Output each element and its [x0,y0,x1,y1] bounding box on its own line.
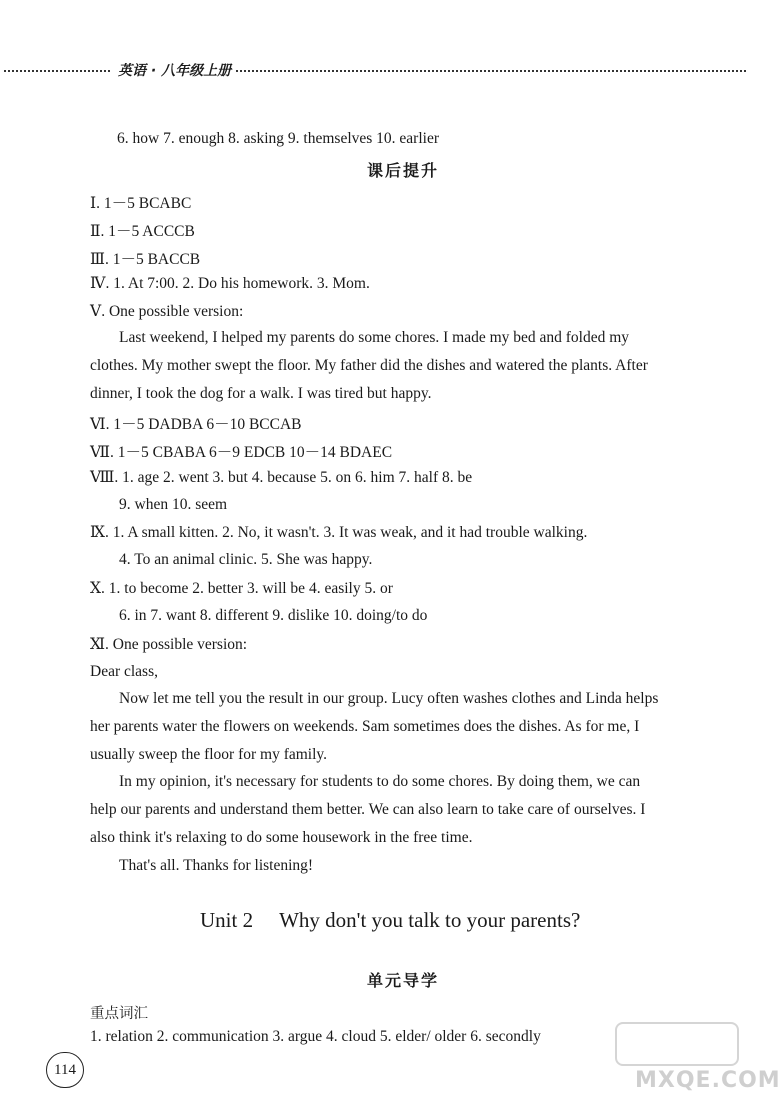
section-title-after-class: 课后提升 [366,161,439,180]
watermark-text: MXQE.COM [635,1068,781,1093]
answer-I: Ⅰ. 1－5 BCABC [90,195,192,212]
answer-V-para-3: dinner, I took the dog for a walk. I was tired but happy. [90,385,432,402]
letter-para-2b: help our parents and understand them better. We can also learn to take care of ourselves. I [90,801,646,818]
unit-heading [200,908,580,933]
answer-X-2: 6. in 7. want 8. different 9. dislike 10. doing/to do [119,607,428,624]
unit-title-text: Why don't you talk to your parents? [279,908,581,932]
answer-VIII-2: 9. when 10. seem [119,496,228,513]
answer-V-head: Ⅴ. One possible version: [90,303,244,320]
answer-V-para-1: Last weekend, I helped my parents do some chores. I made my bed and folded my [119,329,630,346]
answer-line-top: 6. how 7. enough 8. asking 9. themselves 10. earlier [117,130,439,147]
answer-VIII-1: Ⅷ. 1. age 2. went 3. but 4. because 5. on 6. him 7. half 8. be [90,469,473,486]
answer-IV: Ⅳ. 1. At 7:00. 2. Do his homework. 3. Mom. [90,275,370,292]
letter-para-1a: Now let me tell you the result in our group. Lucy often washes clothes and Linda helps [119,690,659,707]
vocab-answer-line: 1. relation 2. communication 3. argue 4. cloud 5. elder/ older 6. secondly [90,1028,541,1045]
letter-para-1c: usually sweep the floor for my family. [90,746,328,763]
letter-para-2a: In my opinion, it's necessary for students to do some chores. By doing them, we can [119,773,641,790]
letter-para-1b: her parents water the flowers on weekends. Sam sometimes does the dishes. As for me, I [90,718,640,735]
answer-VII: Ⅶ. 1－5 CBABA 6－9 EDCB 10－14 BDAEC [90,444,393,461]
watermark-logo [615,1018,781,1098]
page-number: 114 [46,1052,84,1088]
header-dots-right [236,70,746,72]
letter-closing: That's all. Thanks for listening! [119,857,314,874]
letter-para-2c: also think it's relaxing to do some housework in the free time. [90,829,473,846]
answer-IX-2: 4. To an animal clinic. 5. She was happy. [119,551,373,568]
running-header: 英语 · 八年级上册 [118,63,232,79]
watermark-badge-icon [615,1022,739,1066]
letter-greeting: Dear class, [90,663,158,680]
answer-XI-head: Ⅺ. One possible version: [90,636,248,653]
answer-VI: Ⅵ. 1－5 DADBA 6－10 BCCAB [90,416,302,433]
answer-IX-1: Ⅸ. 1. A small kitten. 2. No, it wasn't. 3. It was weak, and it had trouble walking. [90,524,588,541]
answer-X-1: Ⅹ. 1. to become 2. better 3. will be 4. easily 5. or [90,580,393,597]
header-dots-left [4,70,110,72]
section-title-unit-guide: 单元导学 [366,971,439,990]
unit-label: Unit 2 [200,908,254,932]
answer-II: Ⅱ. 1－5 ACCCB [90,223,195,240]
key-vocabulary-heading: 重点词汇 [90,1006,148,1022]
answer-V-para-2: clothes. My mother swept the floor. My father did the dishes and watered the plants. After [90,357,648,374]
answer-III: Ⅲ. 1－5 BACCB [90,251,201,268]
